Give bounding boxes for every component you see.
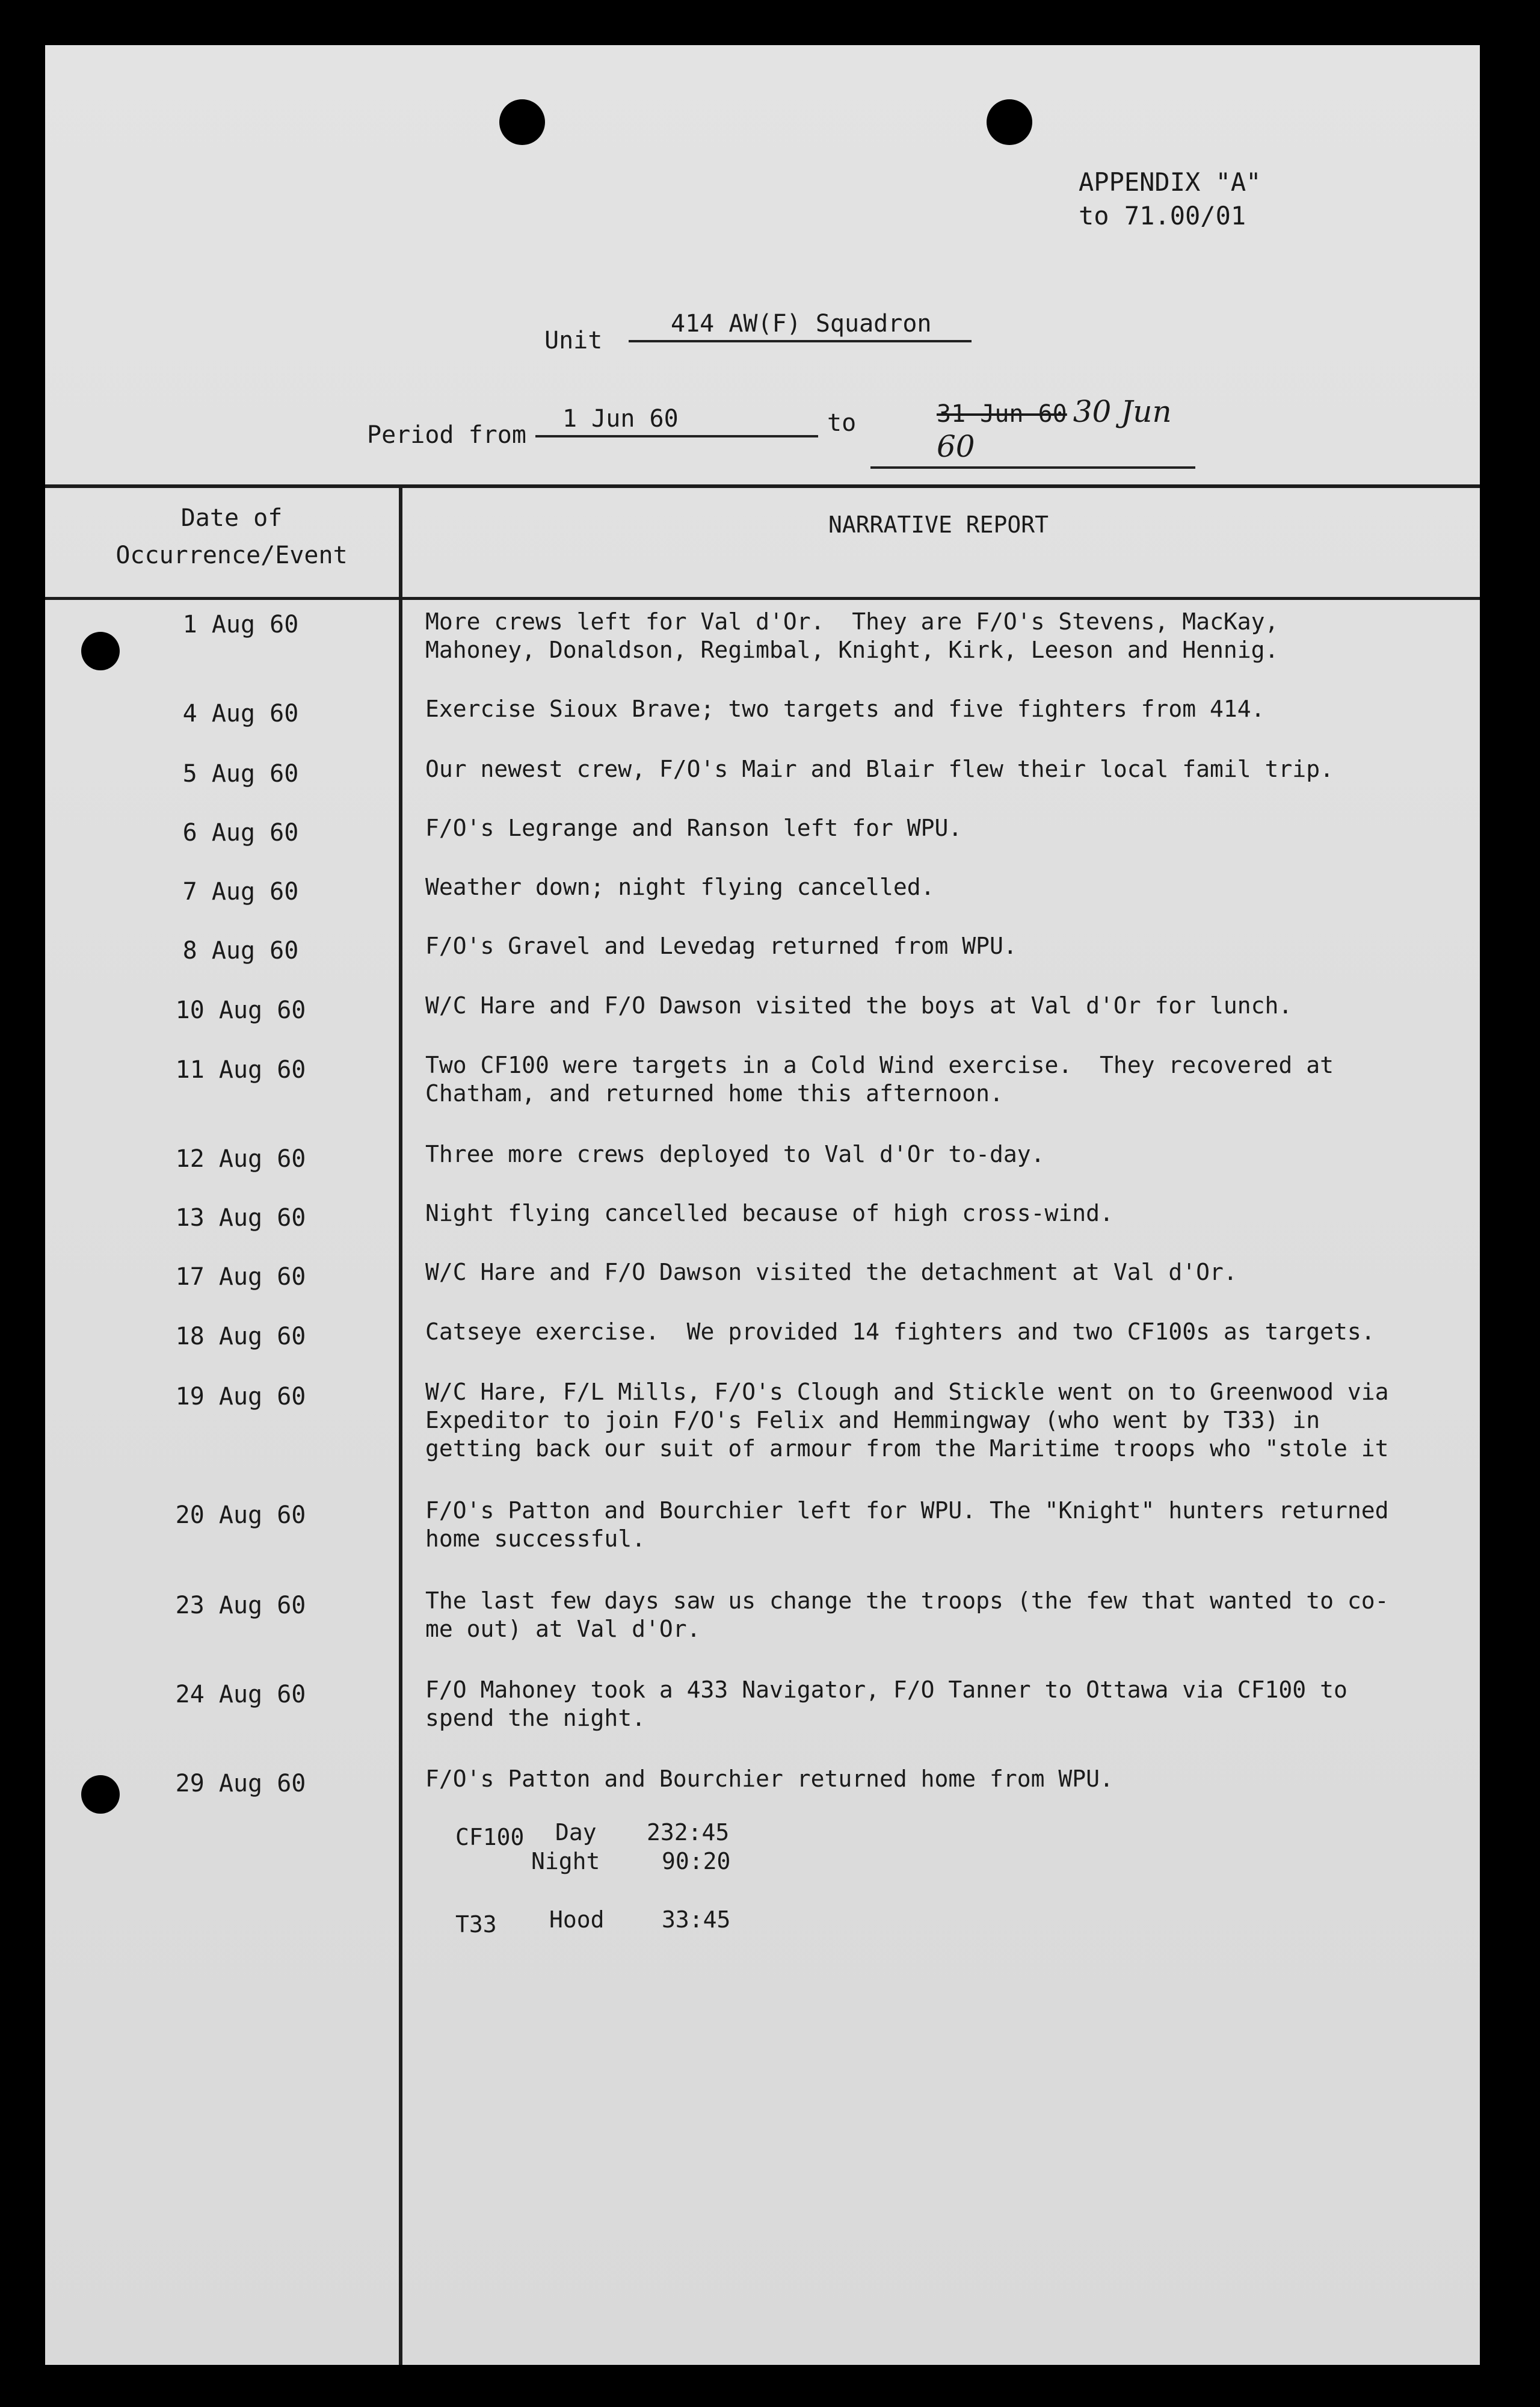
- date-column-header: [69, 499, 394, 574]
- appendix-line1: APPENDIX "A": [1079, 167, 1261, 197]
- entry-date: 23 Aug 60: [175, 1592, 306, 1619]
- totals-aircraft: T33: [455, 1911, 497, 1938]
- entry-date: 8 Aug 60: [182, 937, 299, 965]
- entry-text: F/O's Legrange and Ranson left for WPU.: [425, 815, 962, 841]
- entry-text: Exercise Sioux Brave; two targets and five fighters from 414.: [425, 696, 1265, 722]
- entry-text: Two CF100 were targets in a Cold Wind exercise. They recovered at Chatham, and returned home this afternoon.: [425, 1052, 1334, 1107]
- totals-type: Day: [555, 1819, 597, 1846]
- date-header-line2: Occurrence/Event: [116, 542, 348, 569]
- entry-text: Catseye exercise. We provided 14 fighters and two CF100s as targets.: [425, 1318, 1375, 1345]
- period-label: Period from: [367, 421, 526, 449]
- entry-date: 1 Aug 60: [182, 611, 299, 638]
- entry-text: Weather down; night flying cancelled.: [425, 874, 935, 900]
- entry-text: F/O's Patton and Bourchier returned home from WPU.: [425, 1766, 1113, 1792]
- entry-text: Our newest crew, F/O's Mair and Blair flew their local famil trip.: [425, 756, 1334, 782]
- entry-text: Three more crews deployed to Val d'Or to-day.: [425, 1141, 1045, 1167]
- table-top-rule: [45, 484, 1480, 488]
- entry-text: Night flying cancelled because of high cross-wind.: [425, 1200, 1113, 1226]
- totals-hours: 232:45: [647, 1819, 730, 1846]
- entry-date: 29 Aug 60: [175, 1770, 306, 1797]
- entry-text: W/C Hare and F/O Dawson visited the boys at Val d'Or for lunch.: [425, 992, 1293, 1019]
- totals-hours: 33:45: [662, 1906, 731, 1933]
- entry-text: F/O's Gravel and Levedag returned from WPU.: [425, 933, 1017, 959]
- entry-date: 11 Aug 60: [175, 1056, 306, 1084]
- table-column-divider: [399, 484, 402, 2365]
- period-to-value: [870, 394, 1195, 469]
- date-header-line1: Date of: [180, 504, 283, 532]
- unit-value: 414 AW(F) Squadron: [629, 310, 972, 342]
- totals-aircraft: CF100: [455, 1824, 525, 1850]
- entry-date: 4 Aug 60: [182, 700, 299, 728]
- narrative-column-header: NARRATIVE REPORT: [828, 511, 1049, 538]
- period-to-label: to: [827, 409, 857, 437]
- table-header-rule: [45, 597, 1480, 600]
- entry-date: 18 Aug 60: [175, 1323, 306, 1350]
- entry-text: The last few days saw us change the troops (the few that wanted to co- me out) at Val d'Or.: [425, 1587, 1389, 1642]
- entry-date: 12 Aug 60: [175, 1145, 306, 1173]
- entry-date: 24 Aug 60: [175, 1681, 306, 1708]
- totals-type: Night: [531, 1848, 600, 1874]
- entry-date: 20 Aug 60: [175, 1501, 306, 1529]
- entry-date: 5 Aug 60: [182, 760, 299, 788]
- appendix-reference: [1079, 165, 1261, 233]
- entry-date: 19 Aug 60: [175, 1383, 306, 1411]
- entry-date: 10 Aug 60: [175, 996, 306, 1024]
- punch-hole-top-right: [987, 99, 1032, 145]
- entry-text: F/O Mahoney took a 433 Navigator, F/O Tanner to Ottawa via CF100 to spend the night.: [425, 1676, 1348, 1731]
- period-to-handwritten: 30 Jun 60: [937, 394, 1172, 464]
- period-to-struck: 31 Jun 60: [937, 400, 1067, 428]
- totals-type: Hood: [549, 1906, 605, 1933]
- entry-text: F/O's Patton and Bourchier left for WPU. The "Knight" hunters returned home successful.: [425, 1497, 1389, 1552]
- entry-text: W/C Hare and F/O Dawson visited the detachment at Val d'Or.: [425, 1259, 1237, 1285]
- unit-label: Unit: [544, 327, 603, 354]
- totals-hours: 90:20: [662, 1848, 731, 1874]
- period-from-value: 1 Jun 60: [535, 405, 818, 437]
- entry-date: 17 Aug 60: [175, 1263, 306, 1291]
- document-page: [45, 45, 1480, 2365]
- entry-text: W/C Hare, F/L Mills, F/O's Clough and Stickle went on to Greenwood via Expeditor to join F/O's Felix and Hemmingway (who went by T33) in getting back our suit of armour from the Maritime troops who "stole it: [425, 1379, 1389, 1462]
- entry-date: 7 Aug 60: [182, 878, 299, 906]
- entry-date: 6 Aug 60: [182, 819, 299, 847]
- punch-hole-top-left: [499, 99, 545, 145]
- entry-text: More crews left for Val d'Or. They are F/O's Stevens, MacKay, Mahoney, Donaldson, Regimbal, Knight, Kirk, Leeson and Hennig.: [425, 608, 1279, 663]
- appendix-line2: to 71.00/01: [1079, 201, 1246, 230]
- entry-date: 13 Aug 60: [175, 1204, 306, 1232]
